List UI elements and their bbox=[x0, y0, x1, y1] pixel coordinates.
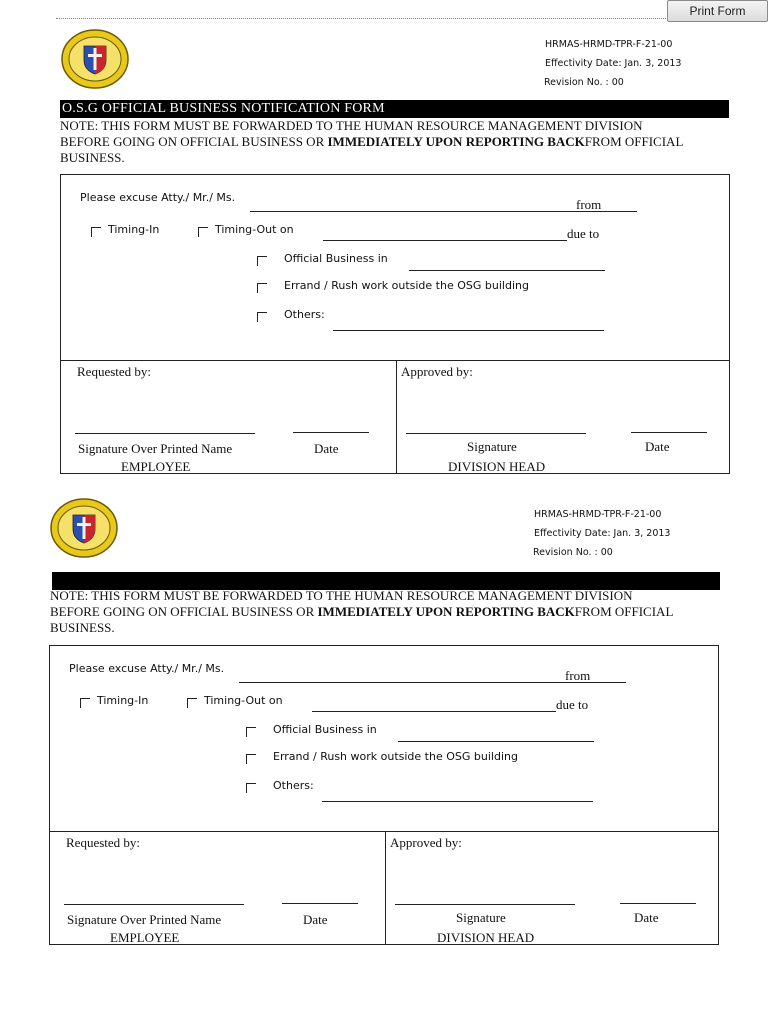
timing-out-checkbox[interactable] bbox=[187, 698, 197, 708]
head-signature-field[interactable] bbox=[406, 433, 586, 434]
others-label: Others: bbox=[284, 308, 325, 321]
form-code: HRMAS-HRMD-TPR-F-21-00 bbox=[545, 39, 673, 50]
signature-divider bbox=[396, 361, 397, 473]
due-to-label: due to bbox=[567, 226, 600, 241]
others-checkbox[interactable] bbox=[246, 783, 256, 793]
errand-label: Errand / Rush work outside the OSG building bbox=[284, 279, 529, 292]
head-date-field[interactable] bbox=[620, 903, 696, 904]
excuse-label: Please excuse Atty./ Mr./ Ms. bbox=[80, 191, 236, 204]
others-label: Others: bbox=[273, 779, 314, 792]
signature-divider bbox=[385, 832, 386, 944]
note-line-1: NOTE: THIS FORM MUST BE FORWARDED TO THE HUMAN RESOURCE MANAGEMENT DIVISION bbox=[60, 118, 643, 133]
from-label: from bbox=[565, 668, 591, 683]
excuse-label: Please excuse Atty./ Mr./ Ms. bbox=[69, 662, 225, 675]
timing-out-date-field[interactable] bbox=[312, 711, 556, 712]
timing-in-label: Timing-In bbox=[108, 223, 160, 236]
document-code-block bbox=[545, 35, 681, 92]
note-line-1: NOTE: THIS FORM MUST BE FORWARDED TO THE HUMAN RESOURCE MANAGEMENT DIVISION bbox=[50, 588, 633, 603]
signature-printed-name-label: Signature Over Printed Name bbox=[78, 441, 233, 456]
head-date-label: Date bbox=[634, 910, 659, 925]
effectivity-date: Effectivity Date: Jan. 3, 2013 bbox=[545, 58, 682, 69]
signature-printed-name-label: Signature Over Printed Name bbox=[67, 912, 222, 927]
division-head-label: DIVISION HEAD bbox=[448, 459, 546, 474]
official-business-label: Official Business in bbox=[273, 723, 377, 736]
details-box bbox=[60, 174, 730, 361]
timing-out-label: Timing-Out on bbox=[204, 694, 283, 707]
document-code-block bbox=[534, 505, 670, 562]
effectivity-date: Effectivity Date: Jan. 3, 2013 bbox=[534, 528, 671, 539]
from-label: from bbox=[576, 197, 602, 212]
due-to-label: due to bbox=[556, 697, 589, 712]
revision-number: Revision No. : 00 bbox=[544, 77, 624, 88]
head-date-label: Date bbox=[645, 439, 670, 454]
timing-in-label: Timing-In bbox=[97, 694, 149, 707]
official-business-label: Official Business in bbox=[284, 252, 388, 265]
form-code: HRMAS-HRMD-TPR-F-21-00 bbox=[534, 509, 662, 520]
signature-box bbox=[60, 360, 730, 474]
employee-signature-field[interactable] bbox=[75, 433, 255, 434]
head-date-field[interactable] bbox=[631, 432, 707, 433]
timing-out-date-field[interactable] bbox=[323, 240, 567, 241]
official-business-place-field[interactable] bbox=[398, 741, 594, 742]
osg-seal-icon bbox=[49, 497, 119, 559]
form-2 bbox=[0, 470, 768, 950]
timing-out-checkbox[interactable] bbox=[198, 227, 208, 237]
errand-checkbox[interactable] bbox=[257, 283, 267, 293]
head-signature-field[interactable] bbox=[395, 904, 575, 905]
requested-by-label: Requested by: bbox=[77, 364, 152, 379]
head-signature-label: Signature bbox=[467, 439, 517, 454]
details-box bbox=[49, 645, 719, 832]
employee-role-label: EMPLOYEE bbox=[110, 930, 180, 945]
timing-in-checkbox[interactable] bbox=[91, 227, 101, 237]
print-form-button[interactable]: Print Form bbox=[667, 0, 768, 22]
others-field[interactable] bbox=[322, 801, 593, 802]
approved-by-label: Approved by: bbox=[390, 835, 462, 850]
note-line-3: BUSINESS. bbox=[60, 150, 125, 165]
employee-date-field[interactable] bbox=[282, 903, 358, 904]
osg-seal-icon bbox=[60, 28, 130, 90]
employee-role-label: EMPLOYEE bbox=[121, 459, 191, 474]
form-1 bbox=[0, 0, 768, 480]
requested-by-label: Requested by: bbox=[66, 835, 141, 850]
revision-number: Revision No. : 00 bbox=[533, 547, 613, 558]
official-business-checkbox[interactable] bbox=[257, 256, 267, 266]
division-head-label: DIVISION HEAD bbox=[437, 930, 535, 945]
employee-signature-field[interactable] bbox=[64, 904, 244, 905]
others-field[interactable] bbox=[333, 330, 604, 331]
note-line-2: BEFORE GOING ON OFFICIAL BUSINESS OR IMMEDIATELY UPON REPORTING BACKFROM OFFICIAL bbox=[60, 134, 684, 149]
note-line-2: BEFORE GOING ON OFFICIAL BUSINESS OR IMMEDIATELY UPON REPORTING BACKFROM OFFICIAL bbox=[50, 604, 674, 619]
forwarding-note bbox=[60, 118, 740, 166]
employee-date-label: Date bbox=[303, 912, 328, 927]
official-business-place-field[interactable] bbox=[409, 270, 605, 271]
form-title-bar: O.S.G OFFICIAL BUSINESS NOTIFICATION FORM bbox=[60, 100, 729, 118]
timing-in-checkbox[interactable] bbox=[80, 698, 90, 708]
signature-box bbox=[49, 831, 719, 945]
head-signature-label: Signature bbox=[456, 910, 506, 925]
others-checkbox[interactable] bbox=[257, 312, 267, 322]
timing-out-label: Timing-Out on bbox=[215, 223, 294, 236]
employee-date-label: Date bbox=[314, 441, 339, 456]
errand-label: Errand / Rush work outside the OSG building bbox=[273, 750, 518, 763]
forwarding-note bbox=[50, 588, 740, 636]
approved-by-label: Approved by: bbox=[401, 364, 473, 379]
employee-date-field[interactable] bbox=[293, 432, 369, 433]
note-line-3: BUSINESS. bbox=[50, 620, 115, 635]
official-business-checkbox[interactable] bbox=[246, 727, 256, 737]
errand-checkbox[interactable] bbox=[246, 754, 256, 764]
